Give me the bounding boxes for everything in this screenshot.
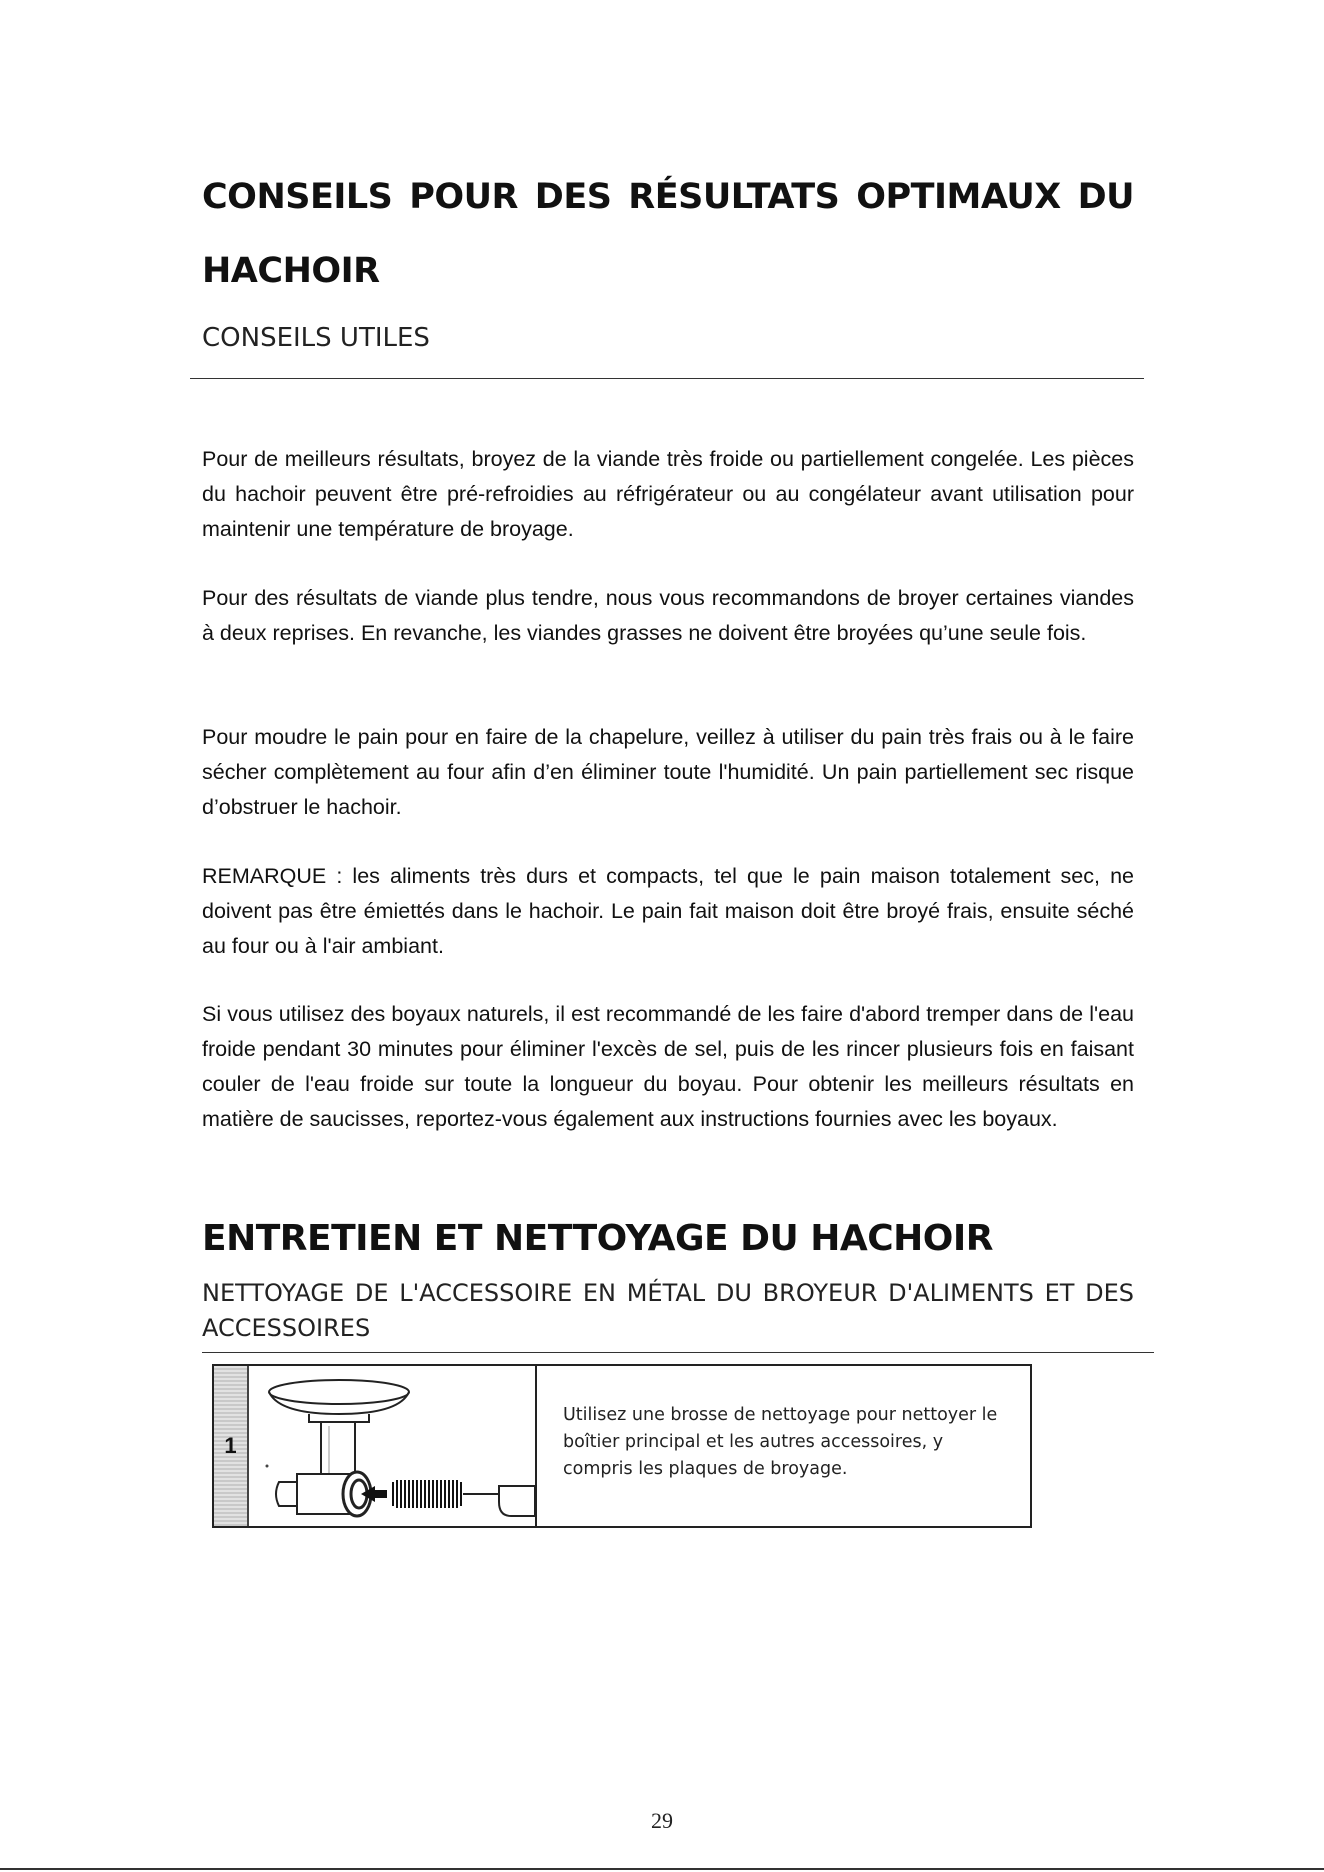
bottom-edge-line — [0, 1868, 1324, 1870]
paragraph-remark: REMARQUE : les aliments très durs et compacts, tel que le pain maison totalement sec, ne doivent pas être émiettés dans le hachoir. Le pain fait maison doit être broyé frais, ensuite séché au four ou à l'air ambiant. — [202, 864, 1134, 958]
paragraph-tender-meat: Pour des résultats de viande plus tendre, nous vous recommandons de broyer certaines viandes à deux reprises. En revanche, les viandes grasses ne doivent être broyées qu’une seule fois. — [202, 586, 1134, 645]
section-title-line1 — [202, 174, 1134, 220]
step-table — [212, 1364, 1032, 1528]
section-subtitle: CONSEILS UTILES — [202, 323, 430, 353]
title-word: DES — [534, 177, 612, 217]
step-number: 1 — [214, 1366, 249, 1526]
grinder-cleaning-icon — [249, 1366, 535, 1526]
title-word: POUR — [409, 177, 518, 217]
paragraph-casings: Si vous utilisez des boyaux naturels, il est recommandé de les faire d'abord tremper dans de l'eau froide pendant 30 minutes pour éliminer l'excès de sel, puis de les rincer plusieurs fois en faisant couler de l'eau froide sur toute la longueur du boyau. Pour obtenir les meilleurs résultats en matière de saucisses, reportez-vous également aux instructions fournies avec les boyaux. — [202, 1002, 1134, 1131]
page-number: 29 — [651, 1808, 673, 1833]
paragraph-breadcrumbs: Pour moudre le pain pour en faire de la chapelure, veillez à utiliser du pain très frais ou à le faire sécher complètement au four afin d’en éliminer toute l'humidité. Un pain partiellement sec risque d’obstruer le hachoir. — [202, 725, 1134, 819]
title-word: RÉSULTATS — [628, 177, 840, 217]
section-title-line2: HACHOIR — [202, 251, 380, 291]
maintenance-divider — [202, 1352, 1154, 1353]
title-word: CONSEILS — [202, 177, 393, 217]
paragraph-cold-meat: Pour de meilleurs résultats, broyez de la viande très froide ou partiellement congelée. Les pièces du hachoir peuvent être pré-refroidies au réfrigérateur ou au congélateur avant utilisation pour maintenir une température de broyage. — [202, 447, 1134, 541]
step-description: Utilisez une brosse de nettoyage pour nettoyer le boîtier principal et les autres accessoires, y compris les plaques de broyage. — [563, 1405, 998, 1479]
title-word: OPTIMAUX — [856, 177, 1061, 217]
maintenance-title: ENTRETIEN ET NETTOYAGE DU HACHOIR — [202, 1218, 994, 1259]
grinder-brush-illustration — [249, 1366, 537, 1526]
section-divider — [190, 378, 1144, 379]
title-word: DU — [1077, 177, 1135, 217]
maintenance-subtitle: NETTOYAGE DE L'ACCESSOIRE EN MÉTAL DU BROYEUR D'ALIMENTS ET DES ACCESSOIRES — [202, 1279, 1134, 1342]
